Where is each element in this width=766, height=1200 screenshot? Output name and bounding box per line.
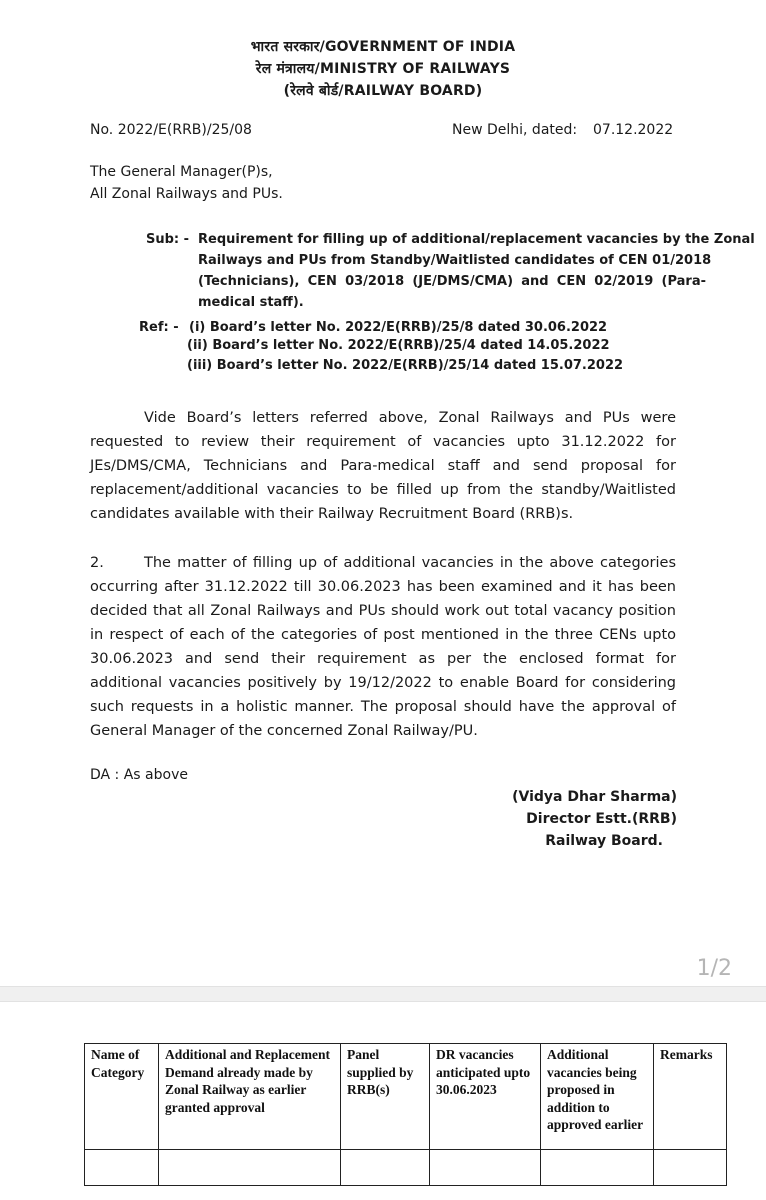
reference-item: (i) Board’s letter No. 2022/E(RRB)/25/8 dated 30.06.2022 (189, 320, 608, 335)
addressee-line-2: All Zonal Railways and PUs. (90, 186, 283, 202)
body-paragraph-1: Vide Board’s letters referred above, Zonal Railways and PUs were requested to review their requirement of vacancies upto 31.12.2022 for JEs/DMS/CMA, Technicians and Para-medical staff and send proposal for replacement/additional vacancies to be filled up from the standby/Waitlisted candidates available with their Railway Recruitment Board (RRB)s. (90, 410, 676, 522)
letter-date: 07.12.2022 (593, 122, 674, 138)
subject-line: Railways and PUs from Standby/Waitlisted candidates of CEN 01/2018 (198, 253, 712, 268)
table-header-row (85, 1044, 727, 1150)
table-row (85, 1149, 727, 1185)
letter-number: No. 2022/E(RRB)/25/08 (90, 122, 252, 138)
table-cell[interactable] (85, 1149, 159, 1185)
header-ministry: रेल मंत्रालय/MINISTRY OF RAILWAYS (255, 61, 511, 77)
enclosure-note: DA : As above (90, 767, 188, 783)
addressee-line-1: The General Manager(P)s, (90, 164, 273, 180)
table-cell[interactable] (654, 1149, 727, 1185)
table-cell[interactable] (430, 1149, 541, 1185)
reference-label: Ref: - (139, 320, 179, 335)
table-header-cell: Panel supplied by RRB(s) (341, 1044, 430, 1150)
paragraph-2-number: 2. (90, 555, 104, 571)
signatory-office: Railway Board. (545, 833, 663, 849)
page-separator (0, 986, 766, 1002)
table-header-cell: Additional and Replacement Demand already made by Zonal Railway as earlier granted approval (159, 1044, 341, 1150)
reference-item: (ii) Board’s letter No. 2022/E(RRB)/25/4 dated 14.05.2022 (187, 338, 610, 353)
place-date-label: New Delhi, dated: (452, 122, 578, 138)
signatory-designation: Director Estt.(RRB) (526, 811, 677, 827)
subject-label: Sub: - (146, 232, 190, 247)
header-govt: भारत सरकार/GOVERNMENT OF INDIA (250, 39, 516, 55)
table-header-cell: Additional vacancies being proposed in addition to approved earlier (541, 1044, 654, 1150)
table-cell[interactable] (341, 1149, 430, 1185)
subject-line: medical staff). (198, 295, 304, 310)
signatory-name: (Vidya Dhar Sharma) (512, 789, 677, 805)
table-header-cell: DR vacancies anticipated upto 30.06.2023 (430, 1044, 541, 1150)
table-cell[interactable] (541, 1149, 654, 1185)
table-cell[interactable] (159, 1149, 341, 1185)
body-paragraph-2: The matter of filling up of additional vacancies in the above categories occurring after 31.12.2022 till 30.06.2023 has been examined and it has been decided that all Zonal Railways and PUs should work out total vacancy position in respect of each of the categories of post mentioned in the three CENs upto 30.06.2023 and send their requirement as per the enclosed format for additional vacancies positively by 19/12/2022 to enable Board for considering such requests in a holistic manner. The proposal should have the approval of General Manager of the concerned Zonal Railway/PU. (90, 555, 676, 739)
header-board: (रेलवे बोर्ड/RAILWAY BOARD) (283, 83, 483, 99)
subject-text (198, 229, 755, 313)
subject-line: Requirement for filling up of additional/replacement vacancies by the Zonal (198, 232, 755, 247)
page-indicator: 1/2 (696, 956, 732, 981)
subject-line: (Technicians), CEN 03/2018 (JE/DMS/CMA) and CEN 02/2019 (Para- (198, 274, 706, 289)
reference-item: (iii) Board’s letter No. 2022/E(RRB)/25/14 dated 15.07.2022 (187, 358, 624, 373)
table-header-cell: Remarks (654, 1044, 727, 1150)
vacancy-format-table (84, 1043, 727, 1186)
table-header-cell: Name of Category (85, 1044, 159, 1150)
